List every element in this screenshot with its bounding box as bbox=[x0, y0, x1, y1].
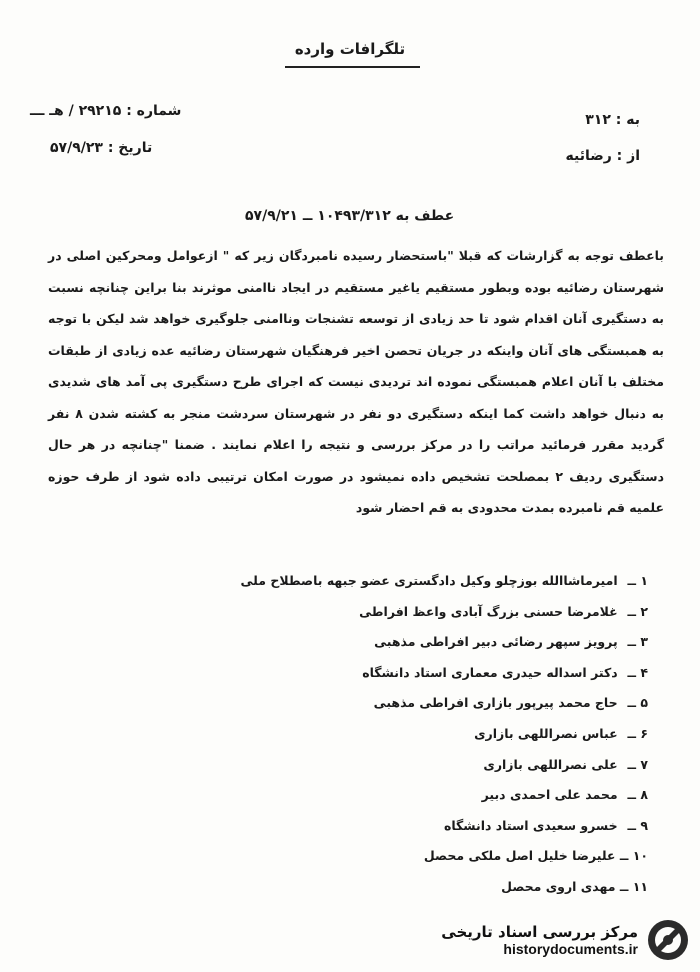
list-item-text: مهدی اروی محصل bbox=[501, 878, 616, 894]
list-item-text: حاج محمد پیرپور بازاری افراطی مذهبی bbox=[373, 695, 618, 711]
watermark-text bbox=[441, 923, 638, 957]
list-item bbox=[88, 658, 648, 689]
telegram-sender: از : رضائیه bbox=[565, 148, 640, 164]
list-item-number: ۹ ــ bbox=[627, 817, 648, 833]
list-item bbox=[88, 811, 648, 842]
watermark-name: مرکز بررسی اسناد تاریخی bbox=[441, 923, 638, 941]
watermark bbox=[400, 912, 690, 968]
list-item bbox=[88, 719, 648, 750]
telegram-number: شماره : ۲۹۲۱۵ / هـ ـــ bbox=[30, 103, 182, 119]
list-item-number: ۲ ــ bbox=[627, 603, 648, 619]
list-item bbox=[88, 841, 648, 872]
list-item bbox=[88, 688, 648, 719]
list-item bbox=[88, 597, 648, 628]
list-item-number: ۸ ــ bbox=[627, 787, 648, 803]
list-item bbox=[88, 627, 648, 658]
watermark-url: historydocuments.ir bbox=[503, 941, 638, 957]
list-item-number: ۱۰ ــ bbox=[619, 848, 648, 864]
list-item-text: خسرو سعیدی استاد دانشگاه bbox=[443, 817, 618, 833]
list-item bbox=[88, 566, 648, 597]
list-item-number: ۵ ــ bbox=[627, 695, 648, 711]
list-item-number: ۱۱ ــ bbox=[619, 878, 648, 894]
telegram-body: باعطف توجه به گزارشات که قبلا "باستحضار رسیده نامبردگان زیر که " ازعوامل ومحرکین اصلی در شهرستان رضائیه بوده وبطور مستقیم یاغیر مستقیم در ایجاد ناامنی موثرند بنا براین چنانچه نسبت به دستگیری آنان اقدام شود تا حد زیادی از توسعه تشنجات وناامنی جلوگیری خواهد شد لیکن با توجه به همبستگی های آنان واینکه در جریان تحصن اخیر فرهنگیان شهرستان رضائیه عده زیادی از طبقات مختلف با آنان اعلام همبستگی نموده اند تردیدی نیست که اجرای طرح دستگیری پی آمد های شدیدی به دنبال خواهد داشت کما اینکه دستگیری دو نفر در شهرستان سردشت منجر به کشته شدن ۸ نفر گردید مقرر فرمائید مراتب را در مرکز بررسی و نتیجه را اعلام نمایند . ضمنا "چنانچه در هر حال دستگیری ردیف ۲ بمصلحت تشخیص داده نمیشود در صورت امکان ترتیبی داده شود از طرف حوزه علمیه قم نامبرده بمدت محدودی به قم احضار شود bbox=[48, 248, 665, 515]
persons-list bbox=[88, 566, 648, 903]
list-item-text: دکتر اسداله حیدری معماری استاد دانشگاه bbox=[362, 664, 618, 680]
reference-line: عطف به ۱۰۴۹۳/۳۱۲ ــ ۵۷/۹/۲۱ bbox=[245, 208, 455, 224]
list-item-text: علیرضا خلیل اصل ملکی محصل bbox=[423, 848, 616, 864]
list-item-text: محمد علی احمدی دبیر bbox=[481, 787, 618, 803]
list-item bbox=[88, 750, 648, 781]
list-item bbox=[88, 780, 648, 811]
title-underline bbox=[285, 66, 420, 68]
list-item-text: غلامرضا حسنی بزرگ آبادی واعظ افراطی bbox=[359, 603, 618, 619]
list-item-number: ۳ ــ bbox=[627, 634, 648, 650]
list-item-number: ۷ ــ bbox=[627, 756, 648, 772]
telegram-recipient: به : ۳۱۲ bbox=[585, 112, 640, 128]
list-item-number: ۶ ــ bbox=[627, 725, 648, 741]
list-item-number: ۱ ــ bbox=[627, 573, 648, 588]
list-item-text: امیرماشاالله بوزچلو وکیل دادگستری عضو جبهه باصطلاح ملی bbox=[240, 573, 618, 588]
list-item-number: ۴ ــ bbox=[627, 664, 648, 680]
archive-logo-icon bbox=[646, 918, 690, 962]
telegram-date: تاریخ : ۵۷/۹/۲۳ bbox=[50, 140, 153, 156]
list-item-text: علی نصراللهی بازاری bbox=[483, 756, 618, 772]
document-title: تلگرافات وارده bbox=[294, 40, 406, 58]
list-item-text: پرویز سپهر رضائی دبیر افراطی مذهبی bbox=[374, 634, 618, 650]
list-item bbox=[88, 872, 648, 903]
list-item-text: عباس نصراللهی بازاری bbox=[474, 725, 618, 741]
